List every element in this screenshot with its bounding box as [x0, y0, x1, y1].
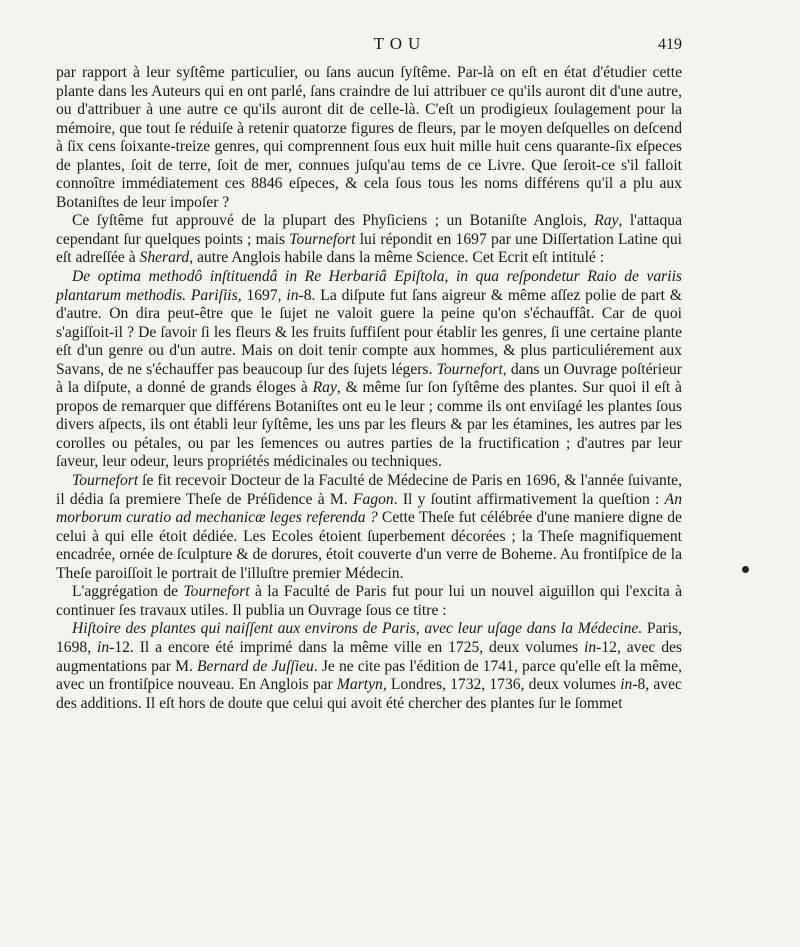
text-run: , l'attaqua cependant ſur quelques points ; mais — [56, 212, 682, 248]
paragraph-citation — [56, 620, 682, 713]
text-run: Ce ſyſtême fut approuvé de la plupart des Phyſiciens ; un Botaniſte Anglois, — [72, 212, 595, 230]
text-run: -8. La diſpute fut ſans aigreur & même aſſez polie de part & d'autre. On dira peut-être que le ſujet ne valoit guere la peine qu'on s'échauffât. Car de quoi s'agiſſoit-il ? De ſavoir ſi les fleurs & les fruits ſuffiſent pour établir les genres, ſi une certaine plante eſt d'un genre ou d'un autre. Mais on doit tenir compte aux hommes, & plus particuliérement aux Savans, de ne s'échauffer pas beaucoup ſur des ſujets légers. — [56, 286, 683, 378]
text-run: -8, avec des additions. Il eſt hors de doute que celui qui avoit été chercher des plantes ſur le ſommet — [56, 676, 682, 712]
paragraph-continuation — [56, 64, 682, 212]
text-run: par rapport à leur syſtême particulier, ou ſans aucun ſyſtême. Par-là on eſt en état d'étudier cette plante dans les Auteurs qui en ont parlé, ſans craindre de lui attribuer ce qu'ils auront dit d'une autre, ou d'attribuer à une autre ce qu'ils auront dit de celle-là. C'eſt un prodigieux ſoulagement pour la mémoire, que tout ſe réduiſe à retenir quatorze figures de fleurs, par le moyen deſquelles on deſcend à ſix cens ſoixante-treize genres, qui comprennent ſous eux huit mille huit cens quarante-ſix eſpeces de plantes, ſoit de terre, ſoit de mer, connues juſqu'au tems de ce Livre. Que ſeroit-ce s'il falloit connoître immédiatement ces 8846 eſpeces, & cela ſous tous les noms différens qu'il a plu aux Botaniſtes de leur impoſer ? — [56, 64, 682, 211]
text-run: Cette Theſe fut célébrée d'une maniere digne de celui à qui elle étoit dédiée. Les Ecoles étoient ſuperbement décorées ; la Theſe magnifiquement encadrée, ornée de ſculpture & de dorures, étoit couverte d'un verre de Boheme. Au frontiſpice de la Theſe paroiſſoit le portrait de l'illuſtre premier Médecin. — [56, 509, 682, 582]
text-run: , autre Anglois habile dans la même Science. Cet Ecrit eſt intitulé : — [189, 249, 605, 267]
page-number: 419 — [658, 36, 682, 53]
paragraph-indent — [56, 212, 682, 268]
text-run: . Il y ſoutint affirmativement la queſtion : — [393, 490, 665, 508]
italic-run: in — [96, 638, 110, 656]
text-run: , Londres, 1732, 1736, deux volumes — [382, 676, 621, 694]
paragraph-indent — [56, 583, 682, 620]
italic-run: Ray — [594, 212, 619, 230]
text-run: -12, avec des augmentations par M. — [56, 638, 682, 675]
text-run: , dans un Ouvrage poſtérieur à la diſpute, a donné de grands éloges à — [56, 360, 682, 397]
italic-run: An morborum curatio ad mechanicæ leges referenda ? — [56, 490, 682, 527]
page-header — [0, 34, 800, 58]
text-run: L'aggrégation de — [72, 583, 184, 601]
italic-run: Tournefort — [436, 360, 503, 378]
italic-run: in — [584, 638, 597, 656]
text-run: lui répondit en 1697 par une Diſſertation Latine qui eſt adreſſée à — [56, 230, 682, 267]
running-head: TOU — [373, 34, 427, 53]
italic-run: Fagon — [352, 490, 394, 508]
paragraph-citation — [56, 268, 682, 472]
text-run: -12. Il a encore été imprimé dans la même ville en 1725, deux volumes — [109, 638, 585, 656]
paragraph-indent — [56, 472, 682, 583]
italic-run: in — [286, 286, 299, 304]
ink-dot-mark — [742, 566, 749, 573]
text-run: , & même ſur ſon ſyſtême des plantes. Sur quoi il eſt à propos de remarquer que différens Botaniſtes ont eu le leur ; comme ils ont enviſagé les plantes ſous divers aſpects, ils ont établi leur ſyſtême, les uns par les fleurs & par les étamines, les autres par les corolles ou pétales, ou par les ſemences ou autres parties de la fructification ; d'autres par leur ſaveur, leur odeur, leurs propriétés médicinales ou techniques. — [56, 379, 682, 471]
italic-run: Bernard de Juſſieu — [197, 657, 314, 675]
text-run: , 1697, — [237, 286, 287, 304]
italic-run: Tournefort — [183, 583, 250, 601]
italic-run: Tournefort — [72, 472, 139, 490]
text-run: . Je ne cite pas l'édition de 1741, parce qu'elle eſt la même, avec un frontiſpice nouveau. En Anglois par — [56, 657, 682, 694]
text-run: ſe fit recevoir Docteur de la Faculté de Médecine de Paris en 1696, & l'année ſuivante, il dédia ſa premiere Theſe de Préſidence à M. — [56, 472, 682, 508]
text-run: à la Faculté de Paris fut pour lui un nouvel aiguillon qui l'excita à continuer ſes travaux utiles. Il publia un Ouvrage ſous ce titre : — [56, 583, 682, 619]
italic-run: Hiſtoire des plantes qui naiſſent aux environs de Paris, avec leur uſage dans la Médecine. — [72, 620, 643, 638]
italic-run: Ray — [312, 379, 337, 397]
italic-run: Sherard — [139, 249, 190, 267]
text-run: Paris, 1698, — [56, 620, 682, 656]
italic-run: Tournefort — [289, 230, 356, 248]
italic-run: in — [620, 676, 633, 694]
italic-run: Martyn — [336, 676, 383, 694]
body-text — [56, 64, 682, 713]
italic-run: De optima methodô inſtituendâ in Re Herbariâ Epiſtola, in qua reſpondetur Raio de variis plantarum methodis. Pariſiis — [56, 268, 682, 304]
